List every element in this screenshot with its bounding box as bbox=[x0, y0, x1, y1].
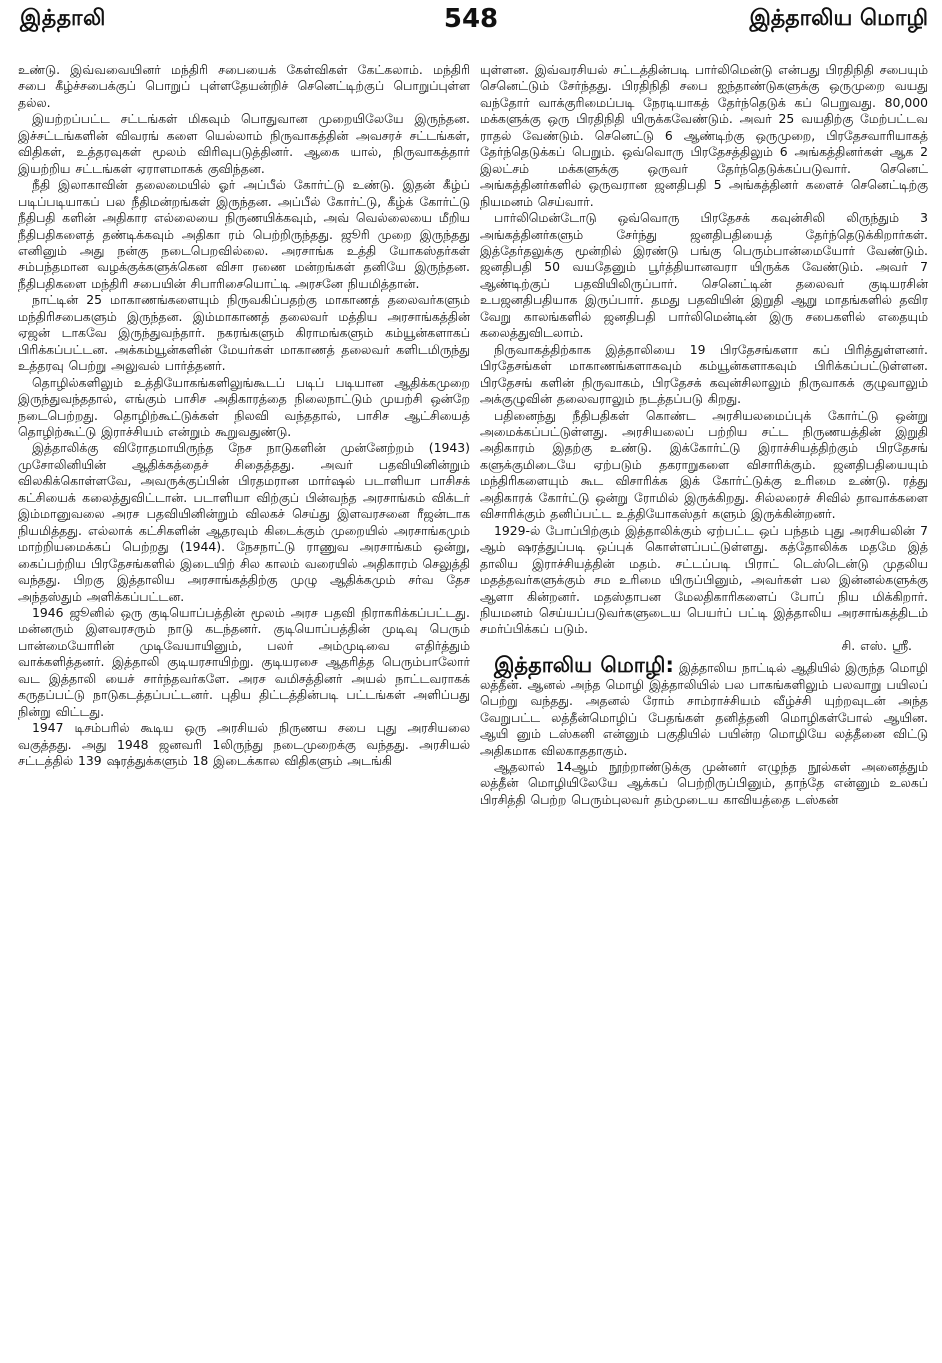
paragraph: 1929-ல் போப்பிற்கும் இத்தாலிக்கும் ஏற்பட்ட ஒப் பந்தம் புது அரசியலின் 7 ஆம் ஷரத்துப்படி ஒப்புக் கொள்ளப்பட்டுள்ளது. கத்தோலிக்க மதமே இத் தாலிய இராச்சியத்தின் மதம். சட்டப்படி பிராட் டெஸ்டென்டு முதலிய மதத்தவர்களுக்கும் சம உரிமை யிருப்பினும், அவர்கள் பல இன்னல்களுக்கு ஆளா கின்றனர். மதஸ்தாபன மேலதிகாரிகளைப் போப் நிய மிக்கிறார். நியமனம் செய்யப்படுவர்களுடைய பெயர்ப் பட்டி இத்தாலிய அரசாங்கத்திடம் சமர்ப்பிக்கப் படும். bbox=[480, 522, 928, 637]
entry-text: இத்தாலிய நாட்டில் ஆதியில் இருந்த மொழி லத்தீன். ஆனல் அந்த மொழி இத்தாலியில் பல பாகங்களிலும் பலவாறு பயிலப் பெற்று வந்தது. அதனல் ரோம் சாம்ராச்சியம் வீழ்ச்சி யுற்றவுடன் அந்த வேறுபட்ட லத்தீன்மொழிப் பேதங்கள் தனித்தனி மொழிகள்போல் ஆயின. ஆயி னும் டஸ்கனி என்னும் பகுதியில் பயின்ற மொழியே லத்தீனை விட்டு அதிகமாக விலகாததாகும். bbox=[480, 660, 928, 758]
page-header bbox=[0, 0, 942, 40]
paragraph: உண்டு. இவ்வவையினர் மந்திரி சபையைக் கேள்விகள் கேட்கலாம். மந்திரி சபை கீழ்ச்சபைக்குப் பொறுப் புள்ளதேயன்றிச் செனெட்டிற்குப் பொறுப்புள்ள தல்ல. bbox=[18, 62, 470, 110]
page-number: 548 bbox=[443, 4, 499, 34]
right-column bbox=[480, 62, 928, 1357]
paragraph: நிருவாகத்திற்காக இத்தாலியை 19 பிரதேசங்களா கப் பிரித்துள்ளனர். பிரதேசங்கள் மாகாணங்களாகவும் கம்யூன்களாகவும் பிரிக்கப்பட்டுள்ளன. பிரதேசங் களின் நிருவாகம், பிரதேசக் கவுன்சிலாலும் நிருவாகக் குழுவாலும் அக்குழுவின் தலைவராலும் நடத்தப்படு கிறது. bbox=[480, 341, 928, 407]
paragraph: தொழில்களிலும் உத்தியோகங்களிலுங்கூடப் படிப் படியான ஆதிக்கமுறை இருந்துவந்ததால், எங்கும் பாசிச அதிகாரத்தை நிலைநாட்டும் முயற்சி ஒன்றே நடைபெற்றது. தொழிற்கூட்டுக்கள் நிலவி வந்ததால், பாசிச ஆட்சியைத் தொழிற்கூட்டு இராச்சியம் என்றும் கூறுவதுண்டு. bbox=[18, 374, 470, 439]
left-column bbox=[18, 62, 470, 1357]
paragraph: 1946 ஜூனில் ஒரு குடியொப்பத்தின் மூலம் அரச பதவி நிராகரிக்கப்பட்டது. மன்னரும் இளவரசரும் நாடு கடந்தனர். குடியொப்பத்தின் முடிவு பெரும் பான்மையோரின் முடிவேயாயினும், பலர் அம்முடிவை எதிர்த்தும் வாக்களித்தனர். இத்தாலி குடியரசாயிற்று. குடியரசை ஆதரித்த பெரும்பாலோர் வட இத்தாலி யைச் சார்ந்தவர்களே. அரச வமிசத்தினர் அயல் நாட்டவராகக் கருதப்பட்டு நாடுகடத்தப்பட்டனர். புதிய திட்டத்தின்படி பட்டங்கள் அளிப்பது நின்று விட்டது. bbox=[18, 604, 470, 719]
paragraph: இத்தாலிக்கு விரோதமாயிருந்த நேச நாடுகளின் முன்னேற்றம் (1943) முசோலினியின் ஆதிக்கத்தைச் சிதைத்தது. அவர் பதவியினின்றும் விலகிக்கொள்ளவே, அவருக்குப்பின் பிரதமரான மார்ஷல் படாளியா பாசிசக் கட்சியைக் கலைத்துவிட்டான். படாளியா விற்குப் பின்வந்த அரசாங்கம் விக்டர் இம்மானுவலை அரச பதவியினின்றும் விலகச் செய்து இளவரசனை ரீஜன்டாக நியமித்தது. எல்லாக் கட்சிகளின் ஆதரவும் கிடைக்கும் முறையில் அரசாங்கமும் மாற்றியமைக்கப் பெற்றது (1944). நேசநாட்டு ராணுவ அரசாங்கம் ஒன்று, கைப்பற்றிய பிரதேசங்களில் இடையிற் சில காலம் வரையில் அதிகாரம் செலுத்தி வந்தது. பிறகு இத்தாலிய அரசாங்கத்திற்கு முழு ஆதிக்கமும் சர்வ தேச அந்தஸ்தும் அளிக்கப்பட்டன. bbox=[18, 440, 470, 604]
running-head-right: இத்தாலிய மொழி bbox=[749, 6, 928, 31]
entry-paragraph bbox=[480, 654, 928, 759]
paragraph: யுள்ளன. இவ்வரசியல் சட்டத்தின்படி பார்லிமென்டு என்பது பிரதிநிதி சபையும் செனெட்டும் சேர்ந்தது. பிரதிநிதி சபை ஐந்தாண்டுகளுக்கு ஒருமுறை வயது வந்தோர் வாக்குரிமைப்படி நேரடியாகத் தேர்ந்தெடுக் கப் பெறுவது. 80,000 மக்களுக்கு ஒரு பிரதிநிதி யிருக்கவேண்டும். அவர் 25 வயதிற்கு மேற்பட்டவ ராதல் வேண்டும். செனெட்டு 6 ஆண்டிற்கு ஒருமுறை, பிரதேசவாரியாகத் தேர்ந்தெடுக்கப் பெறும். ஒவ்வொரு பிரதேசத்திலும் 6 அங்கத்தினர்கள் ஆக 2 இலட்சம் மக்களுக்கு ஒருவர் தேர்ந்தெடுக்கப்படுவார். செனெட் அங்கத்தினர்களில் ஒருவரான ஜனதிபதி 5 அங்கத்தினர் களைச் செனெட்டிற்கு நியமனம் செய்வார். bbox=[480, 62, 928, 209]
paragraph: நாட்டின் 25 மாகாணங்களையும் நிருவகிப்பதற்கு மாகாணத் தலைவர்களும் மந்திரிசபைகளும் இருந்தன. இம்மாகாணத் தலைவர் மத்திய அரசாங்கத்தின் ஏஜன் டாகவே இருந்துவந்தார். நகரங்களும் கிராமங்களும் கம்யூன்களாகப் பிரிக்கப்பட்டன. அக்கம்யூன்களின் மேயர்கள் மாகாணத் தலைவர் களிடமிருந்து உத்தரவு பெற்று அலுவல் பார்த்தனர். bbox=[18, 292, 470, 374]
entry-heading: இத்தாலிய மொழி: bbox=[494, 653, 674, 678]
paragraph: ஆதலால் 14ஆம் நூற்றாண்டுக்கு முன்னர் எழுந்த நூல்கள் அனைத்தும் லத்தீன் மொழியிலேயே ஆக்கப் பெற்றிருப்பினும், தாந்தே என்னும் உலகப் பிரசித்தி பெற்ற பெரும்புலவர் தம்முடைய காவியத்தை டஸ்கன் bbox=[480, 759, 928, 807]
paragraph: பார்லிமென்டோடு ஒவ்வொரு பிரதேசக் கவுன்சிலி லிருந்தும் 3 அங்கத்தினர்களும் சேர்ந்து ஜனதிபதியைத் தேர்ந்தெடுக்கிறார்கள். இத்தேர்தலுக்கு மூன்றில் இரண்டு பங்கு பெரும்பான்மையோர் வேண்டும். ஜனதிபதி 50 வயதேனும் பூர்த்தியானவரா யிருக்க வேண்டும். அவர் 7 ஆண்டிற்குப் பதவியிலிருப்பார். செனெட்டின் தலைவர் குடியரசின் உபஜனதிபதியாக இருப்பார். தமது பதவியின் இறுதி ஆறு மாதங்களில் தவிர வேறு காலங்களில் ஜனதிபதி பார்லிமென்டின் இரு சபைகளில் எதையும் கலைத்துவிடலாம். bbox=[480, 210, 928, 341]
paragraph: நீதி இலாகாவின் தலைமையில் ஓர் அப்பீல் கோர்ட்டு உண்டு. இதன் கீழ்ப் படிப்படியாகப் பல நீதிமன்றங்கள் இருந்தன. அப்பீல் கோர்ட்டு, கீழ்க் கோர்ட்டு நீதிபதி களின் அதிகார எல்லையை நிருணயிக்கவும், அவ் வெல்லையை மீறிய நீதிபதிகளைத் தண்டிக்கவும் அதிகா ரம் பெற்றிருந்தது. ஜூரி முறை இருந்தது எனினும் அது நன்கு நடைபெறவில்லை. அரசாங்க உத்தி யோகஸ்தர்கள் சம்பந்தமான வழக்குக்களுக்கென விசா ரணை மன்றங்கள் தனியே இருந்தன. நீதிபதிகளை மந்திரி சபையின் சிபாரிசையொட்டி அரசனே நியமித்தான். bbox=[18, 177, 470, 291]
running-head-left: இத்தாலி bbox=[20, 6, 106, 31]
paragraph: பதினைந்து நீதிபதிகள் கொண்ட அரசியலமைப்புக் கோர்ட்டு ஒன்று அமைக்கப்பட்டுள்ளது. அரசியலைப் பற்றிய சட்ட நிருணயத்தின் இறுதி அதிகாரம் இதற்கு உண்டு. இக்கோர்ட்டு இராச்சியத்திற்கும் பிரதேசங் களுக்குமிடையே ஏற்படும் தகராறுகளை விசாரிக்கும். ஜனதிபதியையும் மந்திரிகளையும் கூட விசாரிக்க இக் கோர்ட்டுக்கு உரிமை உண்டு. ரத்து அதிகாரக் கோர்ட்டு ஒன்று ரோமில் இருக்கிறது. சில்லரைச் சிவில் தாவாக்களை விசாரிக்கும் தனிப்பட்ட உத்தியோகஸ்தர் களும் இருக்கின்றனர். bbox=[480, 407, 928, 522]
author-signature: சி. எஸ். ஸ்ரீ. bbox=[841, 637, 912, 653]
paragraph: 1947 டிசம்பரில் கூடிய ஒரு அரசியல் நிருணய சபை புது அரசியலை வகுத்தது. அது 1948 ஜனவரி 1லிருந்து நடைமுறைக்கு வந்தது. அரசியல் சட்டத்தில் 139 ஷரத்துக்களும் 18 இடைக்கால விதிகளும் அடங்கி bbox=[18, 720, 470, 769]
paragraph: இயற்றப்பட்ட சட்டங்கள் மிகவும் பொதுவான முறையிலேயே இருந்தன. இச்சட்டங்களின் விவரங் களை யெல்லாம் நிருவாகத்தின் அவசரச் சட்டங்கள், விதிகள், உத்தரவுகள் மூலம் விரிவுபடுத்தினர். ஆகை யால், நிருவாகத்தார் இயற்றிய சட்டங்கள் ஏராளமாகக் குவிந்தன. bbox=[18, 111, 470, 176]
